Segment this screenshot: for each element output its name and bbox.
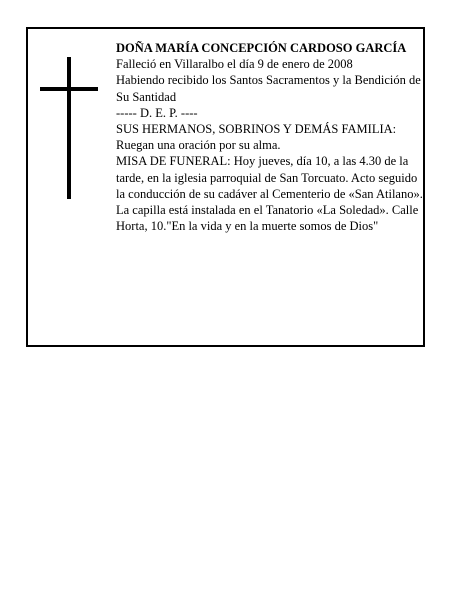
rip-line: ----- D. E. P. ---- <box>116 105 198 120</box>
cross-icon <box>40 57 98 199</box>
family-line: SUS HERMANOS, SOBRINOS Y DEMÁS FAMILIA: <box>116 122 397 137</box>
cross-horizontal-bar <box>40 87 98 91</box>
prayer-line: Ruegan una oración por su alma. <box>116 138 281 153</box>
deceased-name: DOÑA MARÍA CONCEPCIÓN CARDOSO GARCÍA <box>116 41 407 55</box>
obituary-notice <box>26 27 425 347</box>
funeral-line: MISA DE FUNERAL: Hoy jueves, día 10, a las 4.30 de la tarde, en la iglesia parroquial de San Torcuato. Acto seguido la conducción de su cadáver al Cementerio de «San Atilano». <box>116 154 423 201</box>
sacraments-line: Habiendo recibido los Santos Sacramentos y la Bendición de Su Santidad <box>116 73 421 104</box>
notice-text <box>116 40 426 234</box>
death-line: Falleció en Villaralbo el día 9 de enero de 2008 <box>116 57 353 72</box>
cross-vertical-bar <box>67 57 71 199</box>
chapel-line: La capilla está instalada en el Tanatorio «La Soledad». Calle Horta, 10."En la vida y en la muerte somos de Dios" <box>116 203 419 234</box>
